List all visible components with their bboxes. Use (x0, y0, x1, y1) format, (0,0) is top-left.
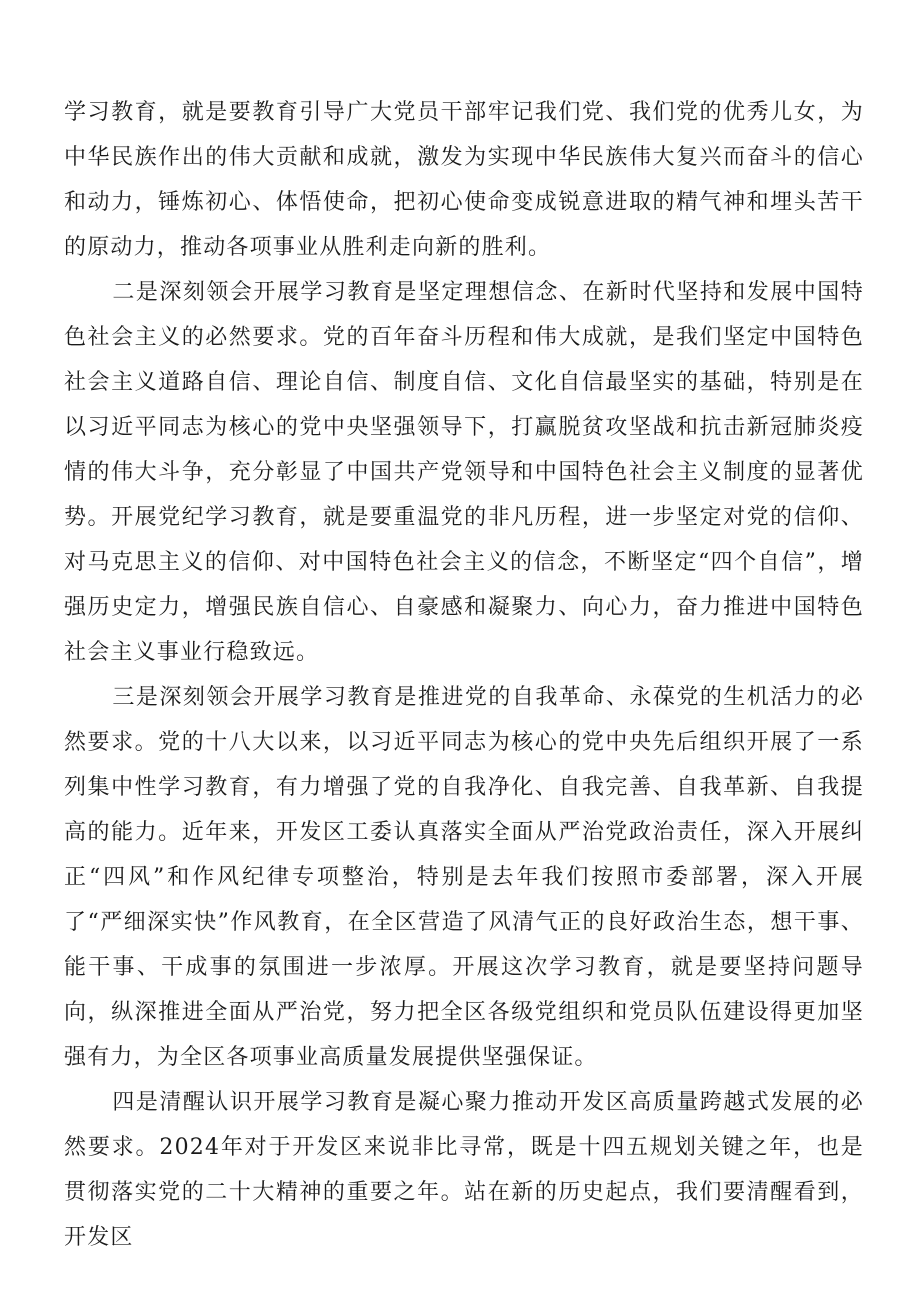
document-body (64, 90, 864, 1260)
paragraph-two: 二是深刻领会开展学习教育是坚定理想信念、在新时代坚持和发展中国特色社会主义的必然要求。党的百年奋斗历程和伟大成就，是我们坚定中国特色社会主义道路自信、理论自信、制度自信、文化自信最坚实的基础，特别是在以习近平同志为核心的党中央坚强领导下，打赢脱贫攻坚战和抗击新冠肺炎疫情的伟大斗争，充分彰显了中国共产党领导和中国特色社会主义制度的显著优势。开展党纪学习教育，就是要重温党的非凡历程，进一步坚定对党的信仰、对马克思主义的信仰、对中国特色社会主义的信念，不断坚定“四个自信”，增强历史定力，增强民族自信心、自豪感和凝聚力、向心力，奋力推进中国特色社会主义事业行稳致远。 (64, 280, 864, 665)
paragraph-three: 三是深刻领会开展学习教育是推进党的自我革命、永葆党的生机活力的必然要求。党的十八大以来，以习近平同志为核心的党中央先后组织开展了一系列集中性学习教育，有力增强了党的自我净化、自我完善、自我革新、自我提高的能力。近年来，开发区工委认真落实全面从严治党政治责任，深入开展纠正“四风”和作风纪律专项整治，特别是去年我们按照市委部署，深入开展了“严细深实快”作风教育，在全区营造了风清气正的良好政治生态，想干事、能干事、干成事的氛围进一步浓厚。开展这次学习教育，就是要坚持问题导向，纵深推进全面从严治党，努力把全区各级党组织和党员队伍建设得更加坚强有力，为全区各项事业高质量发展提供坚强保证。 (64, 685, 864, 1070)
paragraph-continuation: 学习教育，就是要教育引导广大党员干部牢记我们党、我们党的优秀儿女，为中华民族作出的伟大贡献和成就，激发为实现中华民族伟大复兴而奋斗的信心和动力，锤炼初心、体悟使命，把初心使命变成锐意进取的精气神和埋头苦干的原动力，推动各项事业从胜利走向新的胜利。 (64, 100, 864, 260)
paragraph-four: 四是清醒认识开展学习教育是凝心聚力推动开发区高质量跨越式发展的必然要求。2024年对于开发区来说非比寻常，既是十四五规划关键之年，也是贯彻落实党的二十大精神的重要之年。站在新的历史起点，我们要清醒看到，开发区 (64, 1090, 864, 1250)
